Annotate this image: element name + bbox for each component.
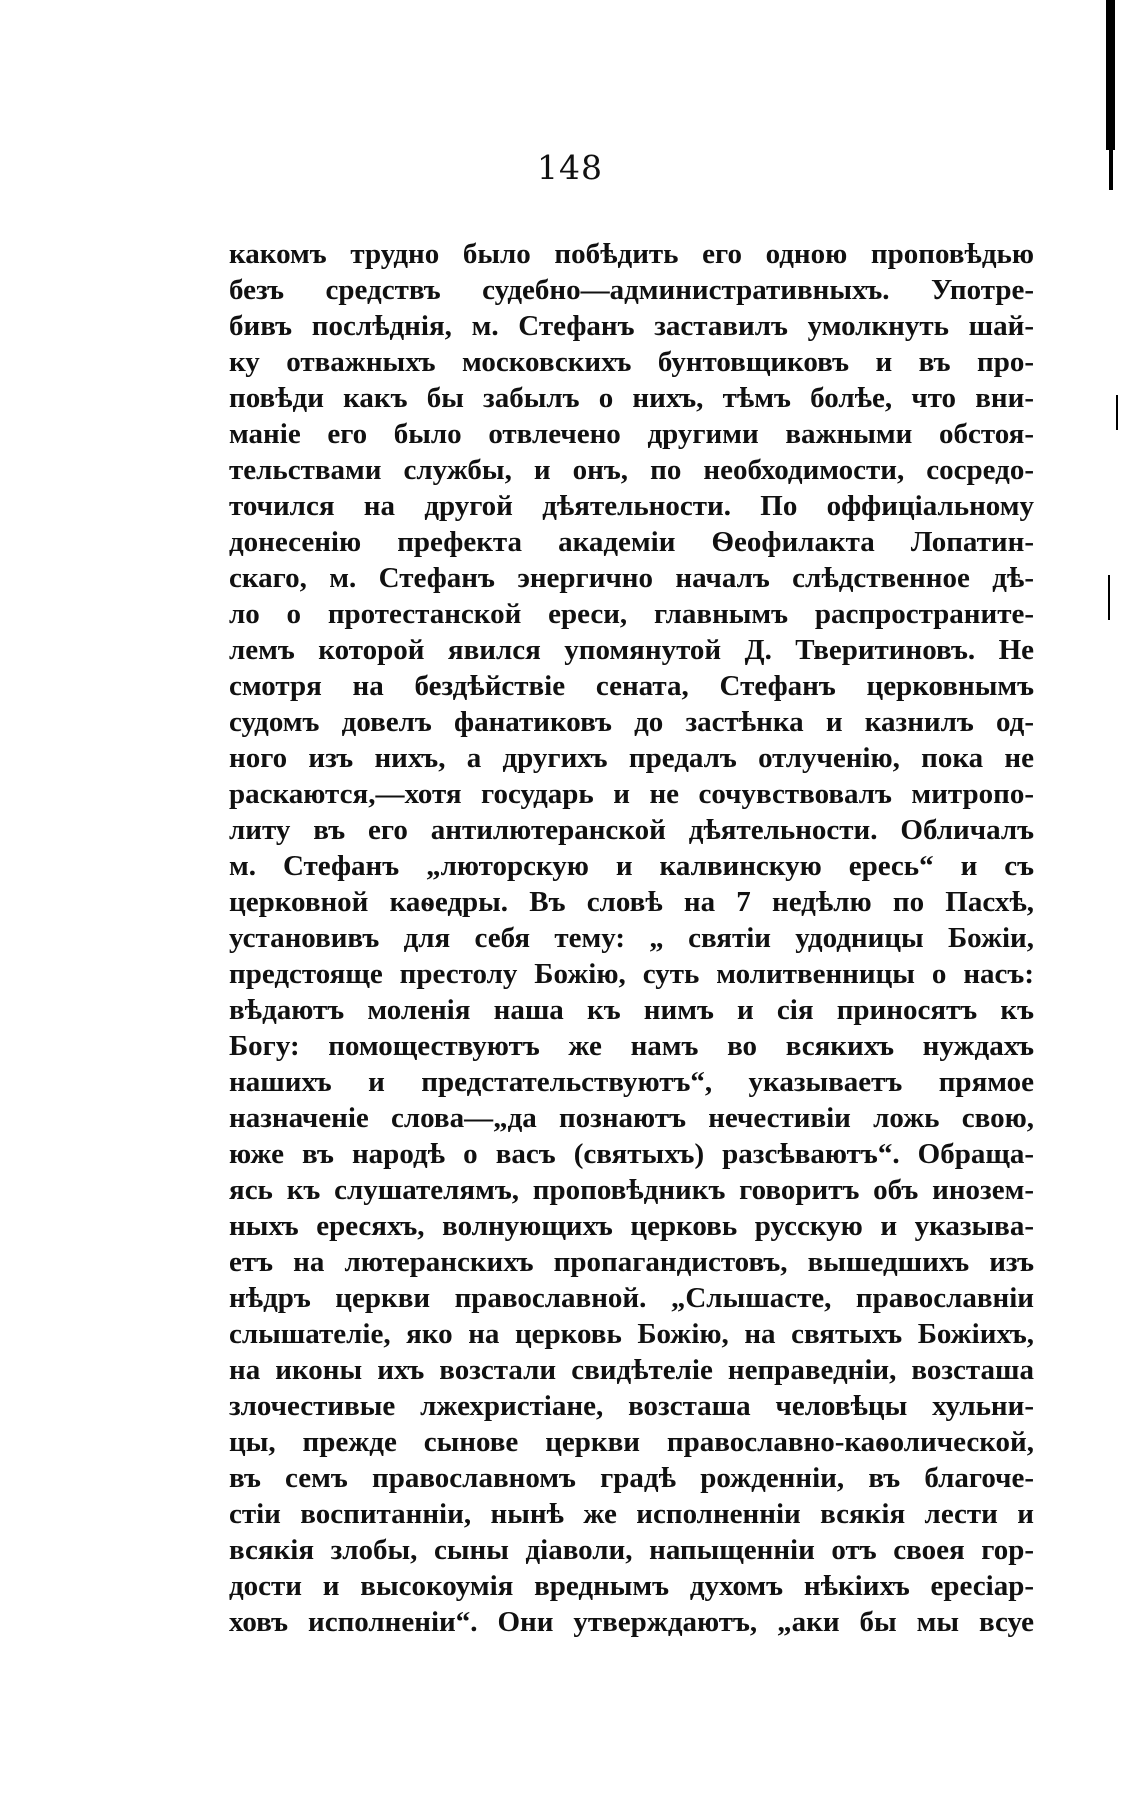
text-line: ного изъ нихъ, а другихъ предалъ отлученію, пока не (229, 742, 1034, 774)
text-line: ховъ исполненіи“. Они утверждаютъ, „аки бы мы всуе (229, 1606, 1034, 1638)
text-line: донесенію префекта академіи Ѳеофилакта Лопатин- (229, 526, 1034, 558)
text-line: всякія злобы, сыны діаволи, напыщенніи отъ своея гор- (229, 1534, 1034, 1566)
text-line: цы, прежде сынове церкви православно-каѳолической, (229, 1426, 1034, 1458)
text-line: ку отважныхъ московскихъ бунтовщиковъ и въ про- (229, 346, 1034, 378)
text-line: какомъ трудно было побѣдить его одною проповѣдью (229, 238, 1034, 270)
text-line: бивъ послѣднія, м. Стефанъ заставилъ умолкнуть шай- (229, 310, 1034, 342)
text-line: смотря на бездѣйствіе сената, Стефанъ церковнымъ (229, 670, 1034, 702)
text-line: повѣди какъ бы забылъ о нихъ, тѣмъ болѣе, что вни- (229, 382, 1034, 414)
text-line: злочестивые лжехристіане, возсташа человѣцы хульни- (229, 1390, 1034, 1422)
text-line: стіи воспитанніи, нынѣ же исполненніи всякія лести и (229, 1498, 1034, 1530)
text-line: раскаются,—хотя государь и не сочувствовалъ митропо- (229, 778, 1034, 810)
text-line: Богу: помоществуютъ же намъ во всякихъ нуждахъ (229, 1030, 1034, 1062)
text-line: назначеніе слова—„да познаютъ нечестивіи ложь свою, (229, 1102, 1034, 1134)
text-line: дости и высокоумія вреднымъ духомъ нѣкіихъ ересіар- (229, 1570, 1034, 1602)
text-line: на иконы ихъ возстали свидѣтеліе неправедніи, возсташа (229, 1354, 1034, 1386)
text-line: етъ на лютеранскихъ пропагандистовъ, вышедшихъ изъ (229, 1246, 1034, 1278)
text-line: въ семъ православномъ градѣ рожденніи, въ благоче- (229, 1462, 1034, 1494)
page-edge-shadow (1106, 0, 1115, 150)
text-line: церковной каѳедры. Въ словѣ на 7 недѣлю по Пасхѣ, (229, 886, 1034, 918)
page-number: 148 (537, 148, 603, 187)
text-line: вѣдаютъ моленія наша къ нимъ и сія приносятъ къ (229, 994, 1034, 1026)
text-line: лемъ которой явился упомянутой Д. Тверитиновъ. Не (229, 634, 1034, 666)
text-line: тельствами службы, и онъ, по необходимости, сосредо- (229, 454, 1034, 486)
text-line: ныхъ ересяхъ, волнующихъ церковь русскую и указыва- (229, 1210, 1034, 1242)
text-line: установивъ для себя тему: „ святіи удодницы Божіи, (229, 922, 1034, 954)
text-line: слышателіе, яко на церковь Божію, на святыхъ Божіихъ, (229, 1318, 1034, 1350)
text-line: юже въ народѣ о васъ (святыхъ) разсѣваютъ“. Обраща- (229, 1138, 1034, 1170)
page-edge-mark (1108, 575, 1110, 620)
page-edge-mark (1116, 395, 1118, 430)
text-line: судомъ довелъ фанатиковъ до застѣнка и казнилъ од- (229, 706, 1034, 738)
text-line: нѣдръ церкви православной. „Слышасте, православніи (229, 1282, 1034, 1314)
text-line: скаго, м. Стефанъ энергично началъ слѣдственное дѣ- (229, 562, 1034, 594)
body-text (229, 236, 1034, 1640)
text-line: безъ средствъ судебно—административныхъ. Употре- (229, 274, 1034, 306)
text-line: нашихъ и предстательствуютъ“, указываетъ прямое (229, 1066, 1034, 1098)
text-line: м. Стефанъ „люторскую и калвинскую ересь“ и съ (229, 850, 1034, 882)
text-line: литу въ его антилютеранской дѣятельности. Обличалъ (229, 814, 1034, 846)
text-line: точился на другой дѣятельности. По оффиціальному (229, 490, 1034, 522)
text-line: предстояще престолу Божію, суть молитвенницы о насъ: (229, 958, 1034, 990)
text-line: маніе его было отвлечено другими важными обстоя- (229, 418, 1034, 450)
text-line: ло о протестанской ереси, главнымъ распространите- (229, 598, 1034, 630)
text-line: ясь къ слушателямъ, проповѣдникъ говоритъ объ инозем- (229, 1174, 1034, 1206)
